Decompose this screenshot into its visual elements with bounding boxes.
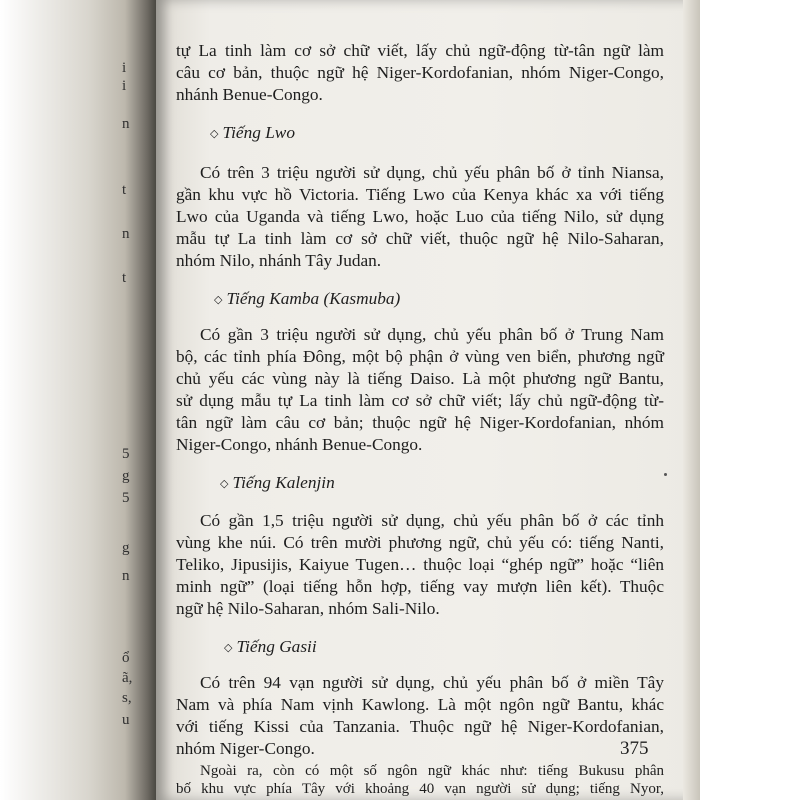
body-line: tân ngữ làm câu cơ bản; thuộc ngữ hệ Niger-Kordofanian, nhóm [176, 413, 664, 432]
body-line: sử dụng mẫu tự La tinh làm cơ sở chữ viết; lấy chủ ngữ-động từ- [176, 391, 664, 410]
body-line: gần khu vực hồ Victoria. Tiếng Lwo của Kenya khác xa với tiếng [176, 185, 664, 204]
body-line: Nam và phía Nam vịnh Kawlong. Là một ngôn ngữ Bantu, khác [176, 695, 664, 714]
body-line: Lwo của Uganda và tiếng Lwo, hoặc Luo của tiếng Nilo, sử dụng [176, 207, 664, 226]
body-line: chủ yếu các vùng này là tiếng Daiso. Là một phương ngữ Bantu, [176, 369, 664, 388]
left-fragment: u [122, 712, 130, 728]
body-line: Có trên 94 vạn người sử dụng, chủ yếu phân bố ở miền Tây [200, 673, 664, 692]
body-line: nhóm Nilo, nhánh Tây Judan. [176, 251, 382, 270]
page-edge [683, 0, 700, 800]
left-page [0, 0, 160, 800]
left-fragment: ã, [122, 670, 133, 686]
left-fragment: n [122, 116, 130, 132]
body-line: Có trên 3 triệu người sử dụng, chủ yếu phân bố ở tỉnh Niansa, [200, 163, 664, 182]
left-fragment: i [122, 78, 127, 94]
paper-speck [664, 473, 667, 476]
left-fragment: i [122, 60, 127, 76]
section-heading [224, 636, 317, 659]
diamond-bullet-icon: ◇ [224, 642, 233, 654]
section-heading [214, 288, 400, 311]
body-line: nhóm Niger-Congo. [176, 739, 315, 758]
body-line: bộ, các tỉnh phía Đông, một bộ phận ở vùng ven biển, phương ngữ [176, 347, 664, 366]
section-heading-text: Tiếng Gasii [236, 637, 317, 656]
diamond-bullet-icon: ◇ [220, 478, 229, 490]
body-line: Teliko, Jipusijis, Kaiyue Tugen… thuộc loại “ghép ngữ” hoặc “liên [176, 555, 664, 574]
body-line: tự La tinh làm cơ sở chữ viết, lấy chủ ngữ-động từ-tân ngữ làm [176, 41, 664, 60]
page-number: 375 [620, 738, 649, 759]
section-heading-text: Tiếng Kalenjin [232, 473, 335, 492]
body-line: mẫu tự La tinh làm cơ sở chữ viết, thuộc ngữ hệ Nilo-Saharan, [176, 229, 664, 248]
body-line: vùng khe núi. Có trên mười phương ngữ, chủ yếu có: tiếng Nanti, [176, 533, 664, 552]
section-heading [210, 122, 295, 145]
left-fragment: n [122, 568, 130, 584]
left-fragment: n [122, 226, 130, 242]
body-line: ngữ hệ Nilo-Saharan, nhóm Sali-Nilo. [176, 599, 440, 618]
left-fragment: t [122, 270, 127, 286]
body-line: Có gần 1,5 triệu người sử dụng, chủ yếu phân bố ở các tỉnh [200, 511, 664, 530]
body-line: nhánh Benue-Congo. [176, 85, 323, 104]
left-fragment: ổ [122, 650, 130, 666]
diamond-bullet-icon: ◇ [214, 294, 223, 306]
background [700, 0, 800, 800]
left-fragment: g [122, 540, 130, 556]
body-line: câu cơ bản, thuộc ngữ hệ Niger-Kordofanian, nhóm Niger-Congo, [176, 63, 664, 82]
left-fragment: 5 [122, 490, 130, 506]
section-heading-text: Tiếng Lwo [222, 123, 295, 142]
left-fragment: g [122, 468, 130, 484]
left-fragment: s, [122, 690, 132, 706]
diamond-bullet-icon: ◇ [210, 128, 219, 140]
body-line: bố khu vực phía Tây với khoảng 40 vạn người sử dụng; tiếng Nyor, [176, 781, 664, 797]
body-line: với tiếng Kissi của Tanzania. Thuộc ngữ hệ Niger-Kordofanian, [176, 717, 664, 736]
body-line: Niger-Congo, nhánh Benue-Congo. [176, 435, 423, 454]
left-fragment: 5 [122, 446, 130, 462]
body-line: minh ngữ” (loại tiếng hỗn hợp, tiếng vay mượn liên kết). Thuộc [176, 577, 664, 596]
left-fragment: t [122, 182, 127, 198]
section-heading-text: Tiếng Kamba (Kasmuba) [226, 289, 401, 308]
body-line: Ngoài ra, còn có một số ngôn ngữ khác như: tiếng Bukusu phân [200, 763, 664, 779]
body-line: Có gần 3 triệu người sử dụng, chủ yếu phân bố ở Trung Nam [200, 325, 664, 344]
section-heading [220, 472, 335, 495]
